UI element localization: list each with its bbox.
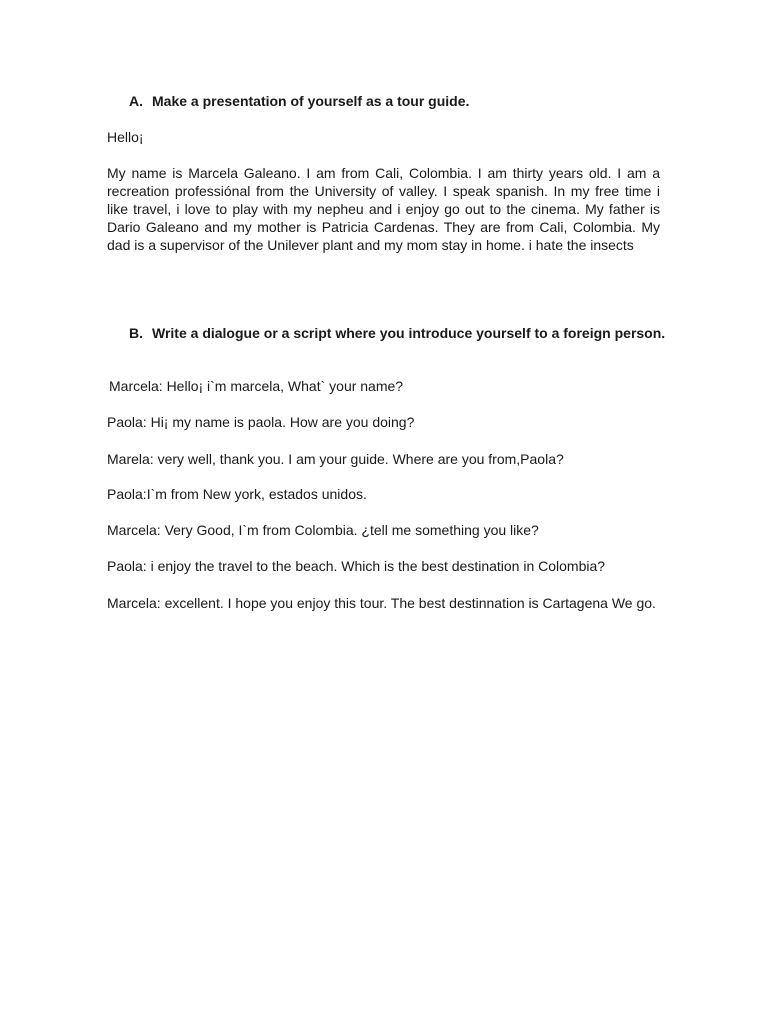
section-a-title: Make a presentation of yourself as a tour guide. xyxy=(152,93,470,109)
dialogue-line: Paola: Hi¡ my name is paola. How are you doing? xyxy=(107,414,415,430)
section-b-heading xyxy=(129,324,669,343)
dialogue-line: Paola: i enjoy the travel to the beach. Which is the best destination in Colombia? xyxy=(107,558,606,574)
greeting-text: Hello¡ xyxy=(107,129,144,145)
section-a-heading xyxy=(129,92,669,111)
dialogue-line: Marcela: excellent. I hope you enjoy this tour. The best destinnation is Cartagena We go. xyxy=(107,595,656,611)
dialogue-line: Marela: very well, thank you. I am your guide. Where are you from,Paola? xyxy=(107,451,564,467)
section-b-marker: B. xyxy=(129,325,143,341)
section-b-title: Write a dialogue or a script where you introduce yourself to a foreign person. xyxy=(152,325,666,341)
section-a-marker: A. xyxy=(129,93,143,109)
dialogue-line: Marcela: Hello¡ i`m marcela, What` your name? xyxy=(109,378,404,394)
self-introduction-paragraph: My name is Marcela Galeano. I am from Cali, Colombia. I am thirty years old. I am a recreation professiónal from the University of valley. I speak spanish. In my free time i like travel, i love to play with my nepheu and i enjoy go out to the cinema. My father is Dario Galeano and my mother is Patricia Cardenas. They are from Cali, Colombia. My dad is a supervisor of the Unilever plant and my mom stay in home. i hate the insects xyxy=(107,165,660,253)
dialogue-line: Paola:I`m from New york, estados unidos. xyxy=(107,486,367,502)
dialogue-line: Marcela: Very Good, I`m from Colombia. ¿tell me something you like? xyxy=(107,522,539,538)
